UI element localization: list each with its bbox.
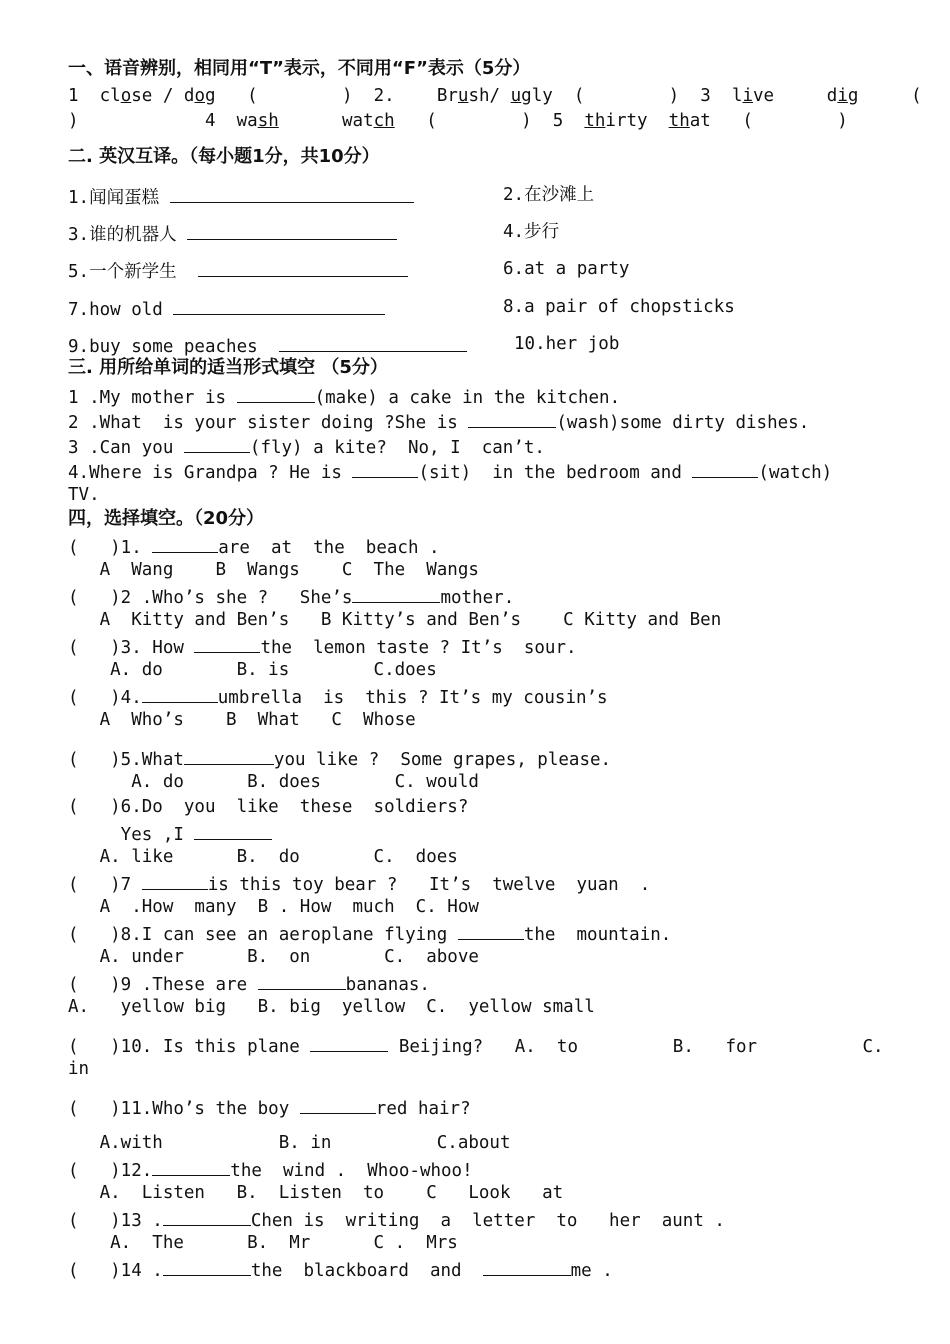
choice-options-12: A. Listen B. Listen to C Look at (68, 1183, 564, 1203)
translate-item-9: 9.buy some peaches (68, 333, 467, 358)
translate-item-4: 4.步行 (503, 222, 560, 242)
translate-item-1: 1.闻闻蛋糕 (68, 184, 414, 209)
fill-question-4: 4.Where is Grandpa ? He is (sit) in the bedroom and (watch) (68, 459, 832, 484)
section-2-heading: 二. 英汉互译。（每小题1分，共10分） (68, 146, 380, 167)
phonics-row-1: 1 close / dog ( ) 2. Brush/ ugly ( ) 3 live dig ( (68, 86, 922, 106)
section-3-heading: 三. 用所给单词的适当形式填空 （5分） (68, 357, 388, 378)
choice-question-10: ( )10. Is this plane Beijing? A. to B. for C. (68, 1033, 884, 1058)
choice-options-13: A. The B. Mr C . Mrs (68, 1233, 458, 1253)
choice-question-6-answer: Yes ,I (68, 821, 272, 846)
choice-question-13: ( )13 . Chen is writing a letter to her aunt . (68, 1207, 725, 1232)
fill-question-1: 1 .My mother is (make) a cake in the kitchen. (68, 384, 620, 409)
choice-options-4: A Who’s B What C Whose (68, 710, 416, 730)
choice-options-6: A. like B. do C. does (68, 847, 458, 867)
section-1-heading: 一、语音辨别，相同用“T”表示，不同用“F”表示（5分） (68, 58, 531, 79)
translate-item-2: 2.在沙滩上 (503, 185, 595, 205)
translate-item-8: 8.a pair of chopsticks (503, 297, 735, 317)
choice-options-1: A Wang B Wangs C The Wangs (68, 560, 479, 580)
choice-options-3: A. do B. is C.does (68, 660, 437, 680)
choice-options-9: A. yellow big B. big yellow C. yellow small (68, 997, 595, 1017)
choice-question-10-cont: in (68, 1059, 90, 1079)
translate-item-3: 3.谁的机器人 (68, 221, 397, 246)
choice-options-8: A. under B. on C. above (68, 947, 479, 967)
choice-options-7: A .How many B . How much C. How (68, 897, 479, 917)
fill-question-4-cont: TV. (68, 485, 100, 505)
choice-question-3: ( )3. How the lemon taste ? It’s sour. (68, 634, 577, 659)
choice-question-2: ( )2 .Who’s she ? She’s mother. (68, 584, 514, 609)
choice-question-9: ( )9 .These are bananas. (68, 971, 430, 996)
choice-question-11: ( )11.Who’s the boy red hair? (68, 1095, 471, 1120)
section-4-heading: 四，选择填空。（20分） (68, 508, 265, 529)
choice-question-7: ( )7 is this toy bear ? It’s twelve yuan . (68, 871, 650, 896)
choice-options-5: A. do B. does C. would (68, 772, 479, 792)
fill-question-2: 2 .What is your sister doing ?She is (wash)some dirty dishes. (68, 409, 809, 434)
translate-item-5: 5.一个新学生 (68, 258, 408, 283)
choice-question-8: ( )8.I can see an aeroplane flying the mountain. (68, 921, 671, 946)
choice-options-2: A Kitty and Ben’s B Kitty’s and Ben’s C Kitty and Ben (68, 610, 722, 630)
choice-question-6: ( )6.Do you like these soldiers? (68, 797, 469, 817)
translate-item-6: 6.at a party (503, 259, 630, 279)
choice-question-4: ( )4. umbrella is this ? It’s my cousin’s (68, 684, 608, 709)
choice-question-1: ( )1. are at the beach . (68, 534, 440, 559)
phonics-row-2: ) 4 wash watch ( ) 5 thirty that ( ) (68, 111, 848, 131)
translate-item-10: 10.her job (514, 334, 620, 354)
choice-question-5: ( )5.What you like ? Some grapes, please. (68, 746, 611, 771)
choice-options-11: A.with B. in C.about (68, 1133, 511, 1153)
translate-item-7: 7.how old (68, 296, 385, 321)
choice-question-12: ( )12. the wind . Whoo-whoo! (68, 1157, 473, 1182)
choice-question-14: ( )14 . the blackboard and me . (68, 1257, 613, 1282)
fill-question-3: 3 .Can you (fly) a kite? No, I can’t. (68, 434, 545, 459)
